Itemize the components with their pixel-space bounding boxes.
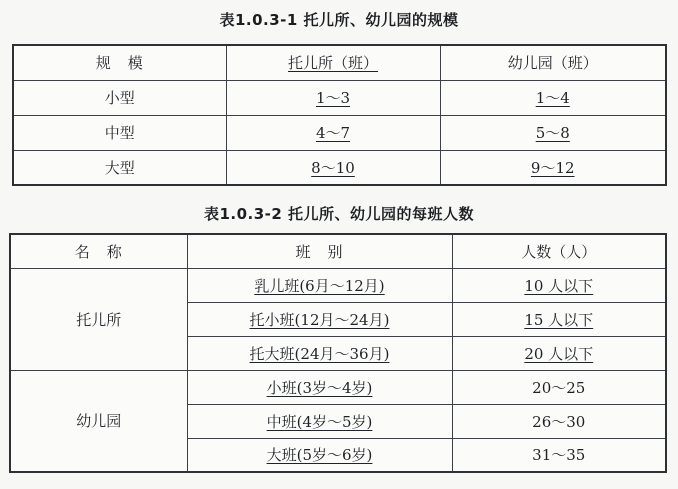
table-1-caption: 表1.0.3-1 托儿所、幼儿园的规模 <box>219 11 459 29</box>
group-name-cell: 幼儿园 <box>10 370 187 472</box>
table-2-caption: 表1.0.3-2 托儿所、幼儿园的每班人数 <box>203 205 475 223</box>
column-header-nursery: 托儿所（班） <box>226 45 440 80</box>
table-header-row <box>13 45 666 80</box>
column-header-name: 名 称 <box>10 234 187 268</box>
column-header-scale: 规 模 <box>13 45 226 80</box>
table-row <box>13 80 666 115</box>
headcount-cell: 15 人以下 <box>452 302 666 336</box>
table-header-row <box>10 234 666 268</box>
kindergarten-classes-cell: 5～8 <box>440 115 666 150</box>
headcount-cell: 31～35 <box>452 438 666 472</box>
column-header-kindergarten: 幼儿园（班） <box>440 45 666 80</box>
headcount-cell: 20 人以下 <box>452 336 666 370</box>
table-row <box>13 150 666 185</box>
class-type-cell: 托大班(24月～36月) <box>187 336 452 370</box>
scale-cell: 小型 <box>13 80 226 115</box>
column-header-class-type: 班 别 <box>187 234 452 268</box>
class-type-cell: 托小班(12月～24月) <box>187 302 452 336</box>
table-row <box>10 268 666 302</box>
class-type-cell: 大班(5岁～6岁) <box>187 438 452 472</box>
nursery-classes-cell: 8～10 <box>226 150 440 185</box>
scale-table <box>12 44 667 186</box>
nursery-classes-cell: 4～7 <box>226 115 440 150</box>
class-type-cell: 小班(3岁～4岁) <box>187 370 452 404</box>
table-row <box>10 370 666 404</box>
scale-cell: 大型 <box>13 150 226 185</box>
headcount-cell: 26～30 <box>452 404 666 438</box>
class-size-table <box>9 233 667 473</box>
group-name-cell: 托儿所 <box>10 268 187 370</box>
nursery-classes-cell: 1～3 <box>226 80 440 115</box>
class-type-cell: 乳儿班(6月～12月) <box>187 268 452 302</box>
headcount-cell: 20～25 <box>452 370 666 404</box>
table-row <box>13 115 666 150</box>
column-header-headcount: 人数（人） <box>452 234 666 268</box>
scale-cell: 中型 <box>13 115 226 150</box>
kindergarten-classes-cell: 1～4 <box>440 80 666 115</box>
class-type-cell: 中班(4岁～5岁) <box>187 404 452 438</box>
kindergarten-classes-cell: 9～12 <box>440 150 666 185</box>
headcount-cell: 10 人以下 <box>452 268 666 302</box>
